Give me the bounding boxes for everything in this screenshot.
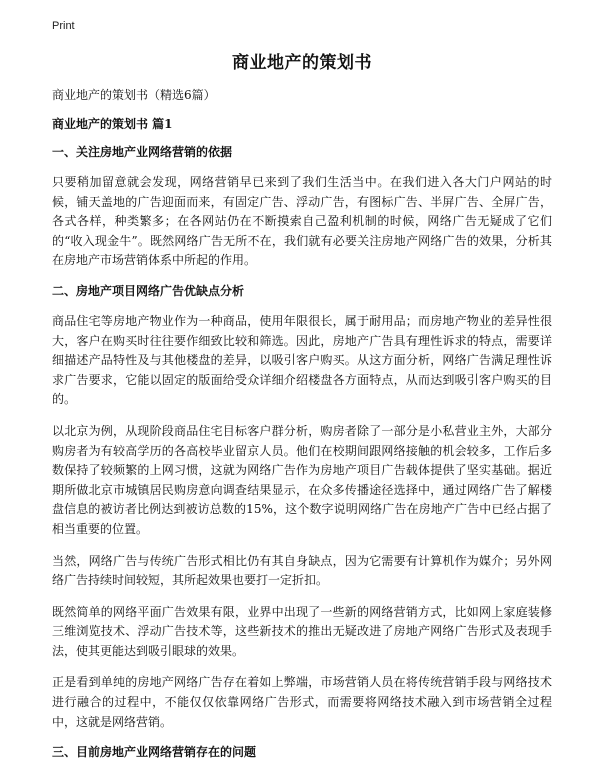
section-heading: 二、房地产项目网络广告优缺点分析 <box>52 283 245 298</box>
paragraph: 只要稍加留意就会发现，网络营销早已来到了我们生活当中。在我们进入各大门户网站的时候，铺天盖地的广告迎面而来，有固定广告、浮动广告，有图标广告、半屏广告、全屏广告，各式各样，种类繁多；在各网站仍在不断摸索自己盈利机制的时候，网络广告无疑成了它们的“收入现金牛”。既然网络广告无所不在，我们就有必要关注房地产网络广告的效果，分析其在房地产市场营销体系中所起的作用。 <box>52 175 552 268</box>
paragraph: 当然，网络广告与传统广告形式相比仍有其自身缺点，因为它需要有计算机作为媒介；另外网络广告持续时间较短，其所起效果也要打一定折扣。 <box>52 553 552 588</box>
paragraph: 商品住宅等房地产物业作为一种商品，使用年限很长，属于耐用品；而房地产物业的差异性很大，客户在购买时往往要作细致比较和筛选。因此，房地产广告具有理性诉求的特点，需要详细描述产品特性及与其他楼盘的差异，以吸引客户购买。从这方面分析，网络广告满足理性诉求广告要求，它能以固定的版面给受众详细介绍楼盘各方面特点，从而达到吸引客户购买的目的。 <box>52 313 552 407</box>
print-link[interactable]: Print <box>52 20 75 32</box>
document-page <box>52 48 552 773</box>
paragraph: 既然简单的网络平面广告效果有限，业界中出现了一些新的网络营销方式，比如网上家庭装修三维浏览技术、浮动广告技术等，这些新技术的推出无疑改进了房地产网络广告形式及表现手法，使其更能达到吸引眼球的效果。 <box>52 604 552 658</box>
page-title: 商业地产的策划书 <box>232 53 372 73</box>
article-heading: 商业地产的策划书 篇1 <box>52 117 173 131</box>
section-heading: 三、目前房地产业网络营销存在的问题 <box>52 745 257 760</box>
section-heading: 一、关注房地产业网络营销的依据 <box>52 145 233 159</box>
section-3 <box>52 744 552 760</box>
section-2 <box>52 283 552 732</box>
paragraph: 正是看到单纯的房地产网络广告存在着如上弊端，市场营销人员在将传统营销手段与网络技术进行融合的过程中，不能仅仅依靠网络广告形式，而需要将网络技术融入到市场营销全过程中，这就是网络营销。 <box>52 675 552 729</box>
section-1 <box>52 144 552 271</box>
document-subtitle: 商业地产的策划书（精选6篇） <box>52 88 216 102</box>
paragraph: 以北京为例，从现阶段商品住宅目标客户群分析，购房者除了一部分是小私营业主外，大部分购房者为有较高学历的各高校毕业留京人员。他们在校期间跟网络接触的机会较多，工作后多数保持了较频繁的上网习惯，这就为网络广告作为房地产项目广告载体提供了坚实基础。据近期所做北京市城镇居民购房意向调查结果显示，在众多传播途径选择中，通过网络广告了解楼盘信息的被访者比例达到被访总数的15%，这个数字说明网络广告在房地产广告中已经占据了相当重要的位置。 <box>52 423 552 536</box>
